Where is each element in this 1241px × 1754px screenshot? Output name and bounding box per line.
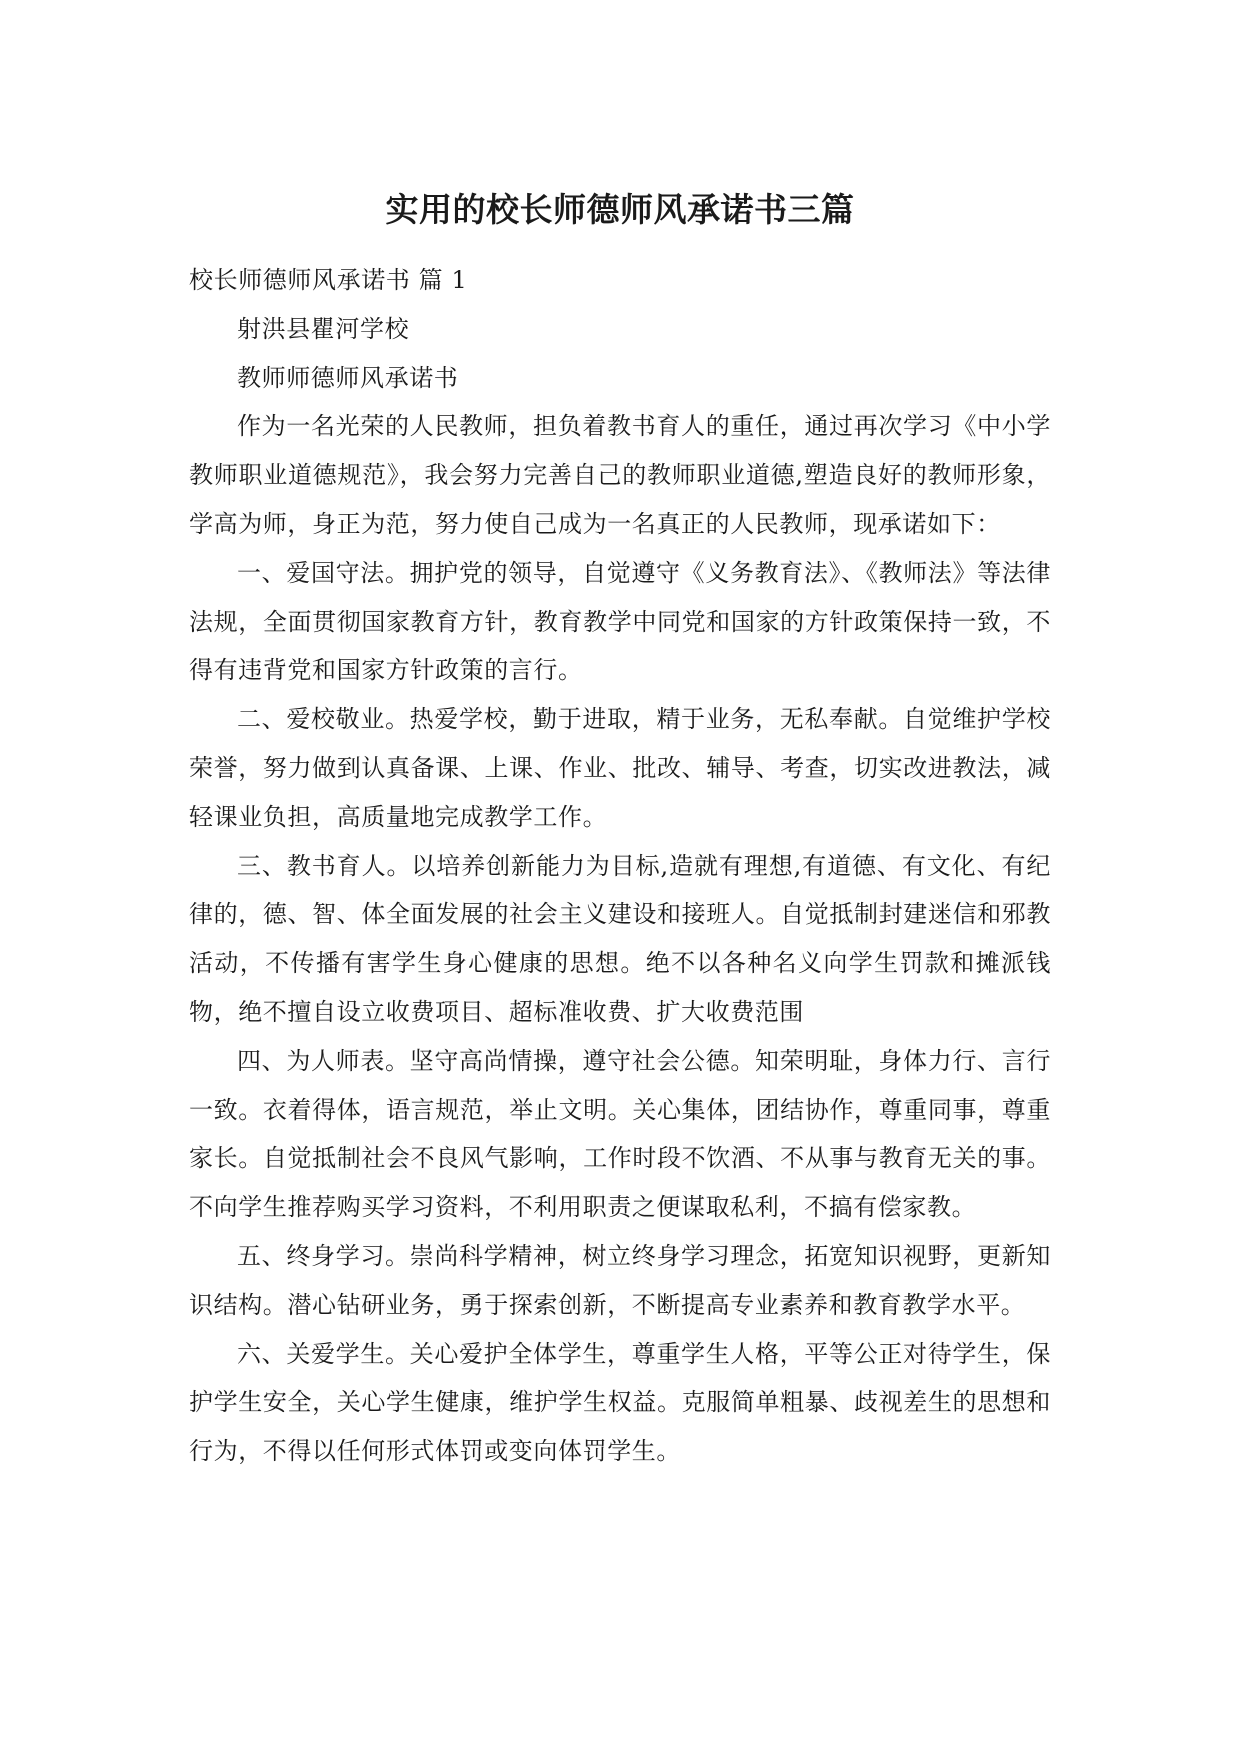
pledge-item-1: 一、爱国守法。拥护党的领导，自觉遵守《义务教育法》、《教师法》等法律法规，全面贯彻国家教育方针，教育教学中同党和国家的方针政策保持一致，不得有违背党和国家方针政策的言行。 xyxy=(189,558,1051,685)
pledge-item-3: 三、教书育人。以培养创新能力为目标,造就有理想,有道德、有文化、有纪律的，德、智、体全面发展的社会主义建设和接班人。自觉抵制封建迷信和邪教活动，不传播有害学生身心健康的思想。绝不以各种名义向学生罚款和摊派钱物，绝不擅自设立收费项目、超标准收费、扩大收费范围 xyxy=(189,851,1051,1026)
pledge-item-6: 六、关爱学生。关心爱护全体学生，尊重学生人格，平等公正对待学生，保护学生安全，关心学生健康，维护学生权益。克服简单粗暴、歧视差生的思想和行为，不得以任何形式体罚或变向体罚学生。 xyxy=(189,1339,1051,1466)
document-title: 实用的校长师德师风承诺书三篇 xyxy=(385,190,855,229)
pledge-item-5: 五、终身学习。崇尚科学精神，树立终身学习理念，拓宽知识视野，更新知识结构。潜心钻研业务，勇于探索创新，不断提高专业素养和教育教学水平。 xyxy=(189,1241,1051,1319)
pledge-heading: 教师师德师风承诺书 xyxy=(237,363,459,392)
pledge-item-4: 四、为人师表。坚守高尚情操，遵守社会公德。知荣明耻，身体力行、言行一致。衣着得体，语言规范，举止文明。关心集体，团结协作，尊重同事，尊重家长。自觉抵制社会不良风气影响，工作时段不饮酒、不从事与教育无关的事。不向学生推荐购买学习资料，不利用职责之便谋取私利，不搞有偿家教。 xyxy=(189,1046,1051,1222)
section-label: 校长师德师风承诺书 篇 1 xyxy=(189,266,468,294)
school-name: 射洪县瞿河学校 xyxy=(237,314,410,343)
intro-paragraph: 作为一名光荣的人民教师，担负着教书育人的重任，通过再次学习《中小学教师职业道德规范》，我会努力完善自己的教师职业道德,塑造良好的教师形象，学高为师，身正为范，努力使自己成为一名真正的人民教师，现承诺如下： xyxy=(189,412,1051,538)
document-content xyxy=(189,186,1051,1476)
pledge-item-2: 二、爱校敬业。热爱学校，勤于进取，精于业务，无私奉献。自觉维护学校荣誉，努力做到认真备课、上课、作业、批改、辅导、考查，切实改进教法，减轻课业负担，高质量地完成教学工作。 xyxy=(189,705,1051,831)
